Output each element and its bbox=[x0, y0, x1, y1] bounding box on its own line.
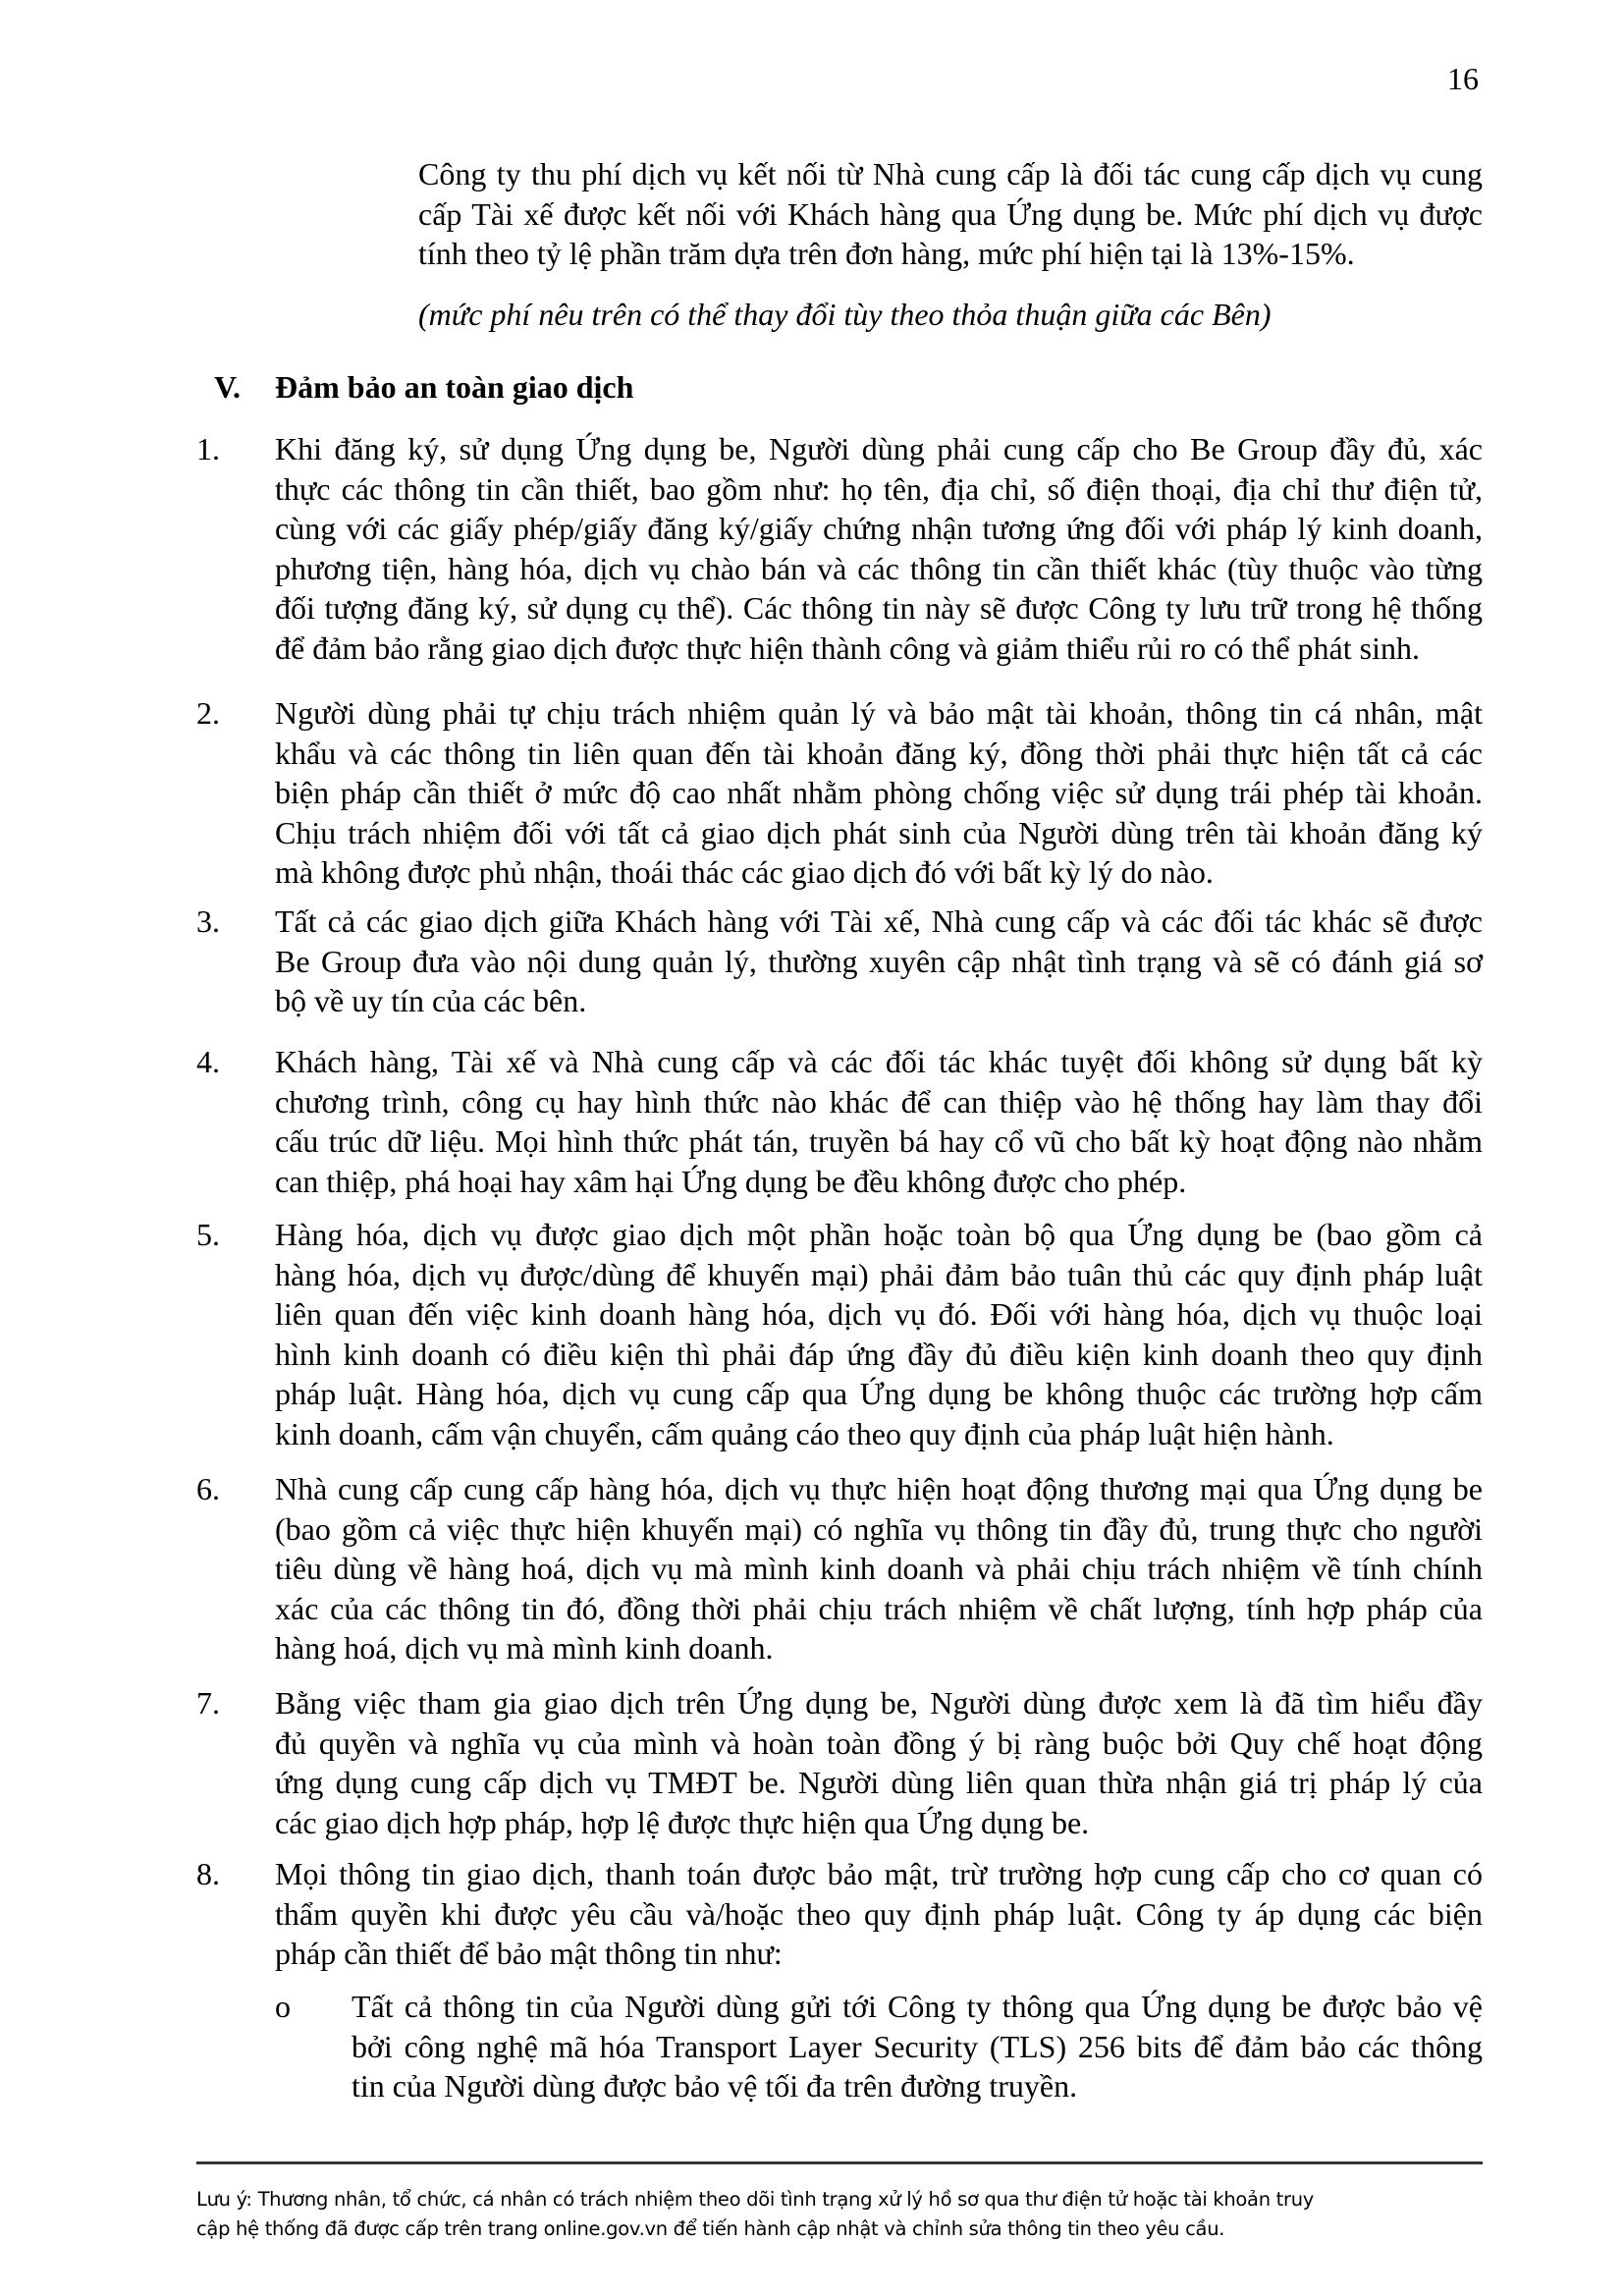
text-line: thực các thông tin cần thiết, bao gồm như: họ tên, địa chỉ, số điện thoại, địa chỉ thư điện tử, bbox=[275, 470, 1483, 507]
text-line: các giao dịch hợp pháp, hợp lệ được thực hiện qua Ứng dụng be. bbox=[275, 1804, 1090, 1840]
text-line: Người dùng phải tự chịu trách nhiệm quản lý và bảo mật tài khoản, thông tin cá nhân, mật bbox=[275, 695, 1483, 731]
footer-line: Lưu ý: Thương nhân, tổ chức, cá nhân có trách nhiệm theo dõi tình trạng xử lý hồ sơ qua thư điện tử hoặc tài khoản truy bbox=[196, 2188, 1315, 2211]
text-line: tính theo tỷ lệ phần trăm dựa trên đơn hàng, mức phí hiện tại là 13%-15%. bbox=[418, 236, 1355, 271]
text-line: bởi công nghệ mã hóa Transport Layer Security (TLS) 256 bits để đảm bảo các thông bbox=[352, 2028, 1483, 2064]
text-line: Chịu trách nhiệm đối với tất cả giao dịch phát sinh của Người dùng trên tài khoản đăng ký bbox=[275, 814, 1483, 850]
text-line: hàng hóa, dịch vụ được/dùng để khuyến mại) phải đảm bảo tuân thủ các quy định pháp luật bbox=[275, 1256, 1483, 1292]
text-line: bộ về uy tín của các bên. bbox=[275, 983, 587, 1018]
text-line: để đảm bảo rằng giao dịch được thực hiện thành công và giảm thiểu rủi ro có thể phát sinh. bbox=[275, 629, 1420, 666]
text-line: thẩm quyền khi được yêu cầu và/hoặc theo quy định pháp luật. Công ty áp dụng các biện bbox=[275, 1895, 1483, 1932]
text-line: ứng dụng cung cấp dịch vụ TMĐT be. Người dùng liên quan thừa nhận giá trị pháp lý của bbox=[275, 1765, 1483, 1800]
text-line: Khi đăng ký, sử dụng Ứng dụng be, Người dùng phải cung cấp cho Be Group đầy đủ, xác bbox=[275, 431, 1483, 466]
text-line: Mọi thông tin giao dịch, thanh toán được bảo mật, trừ trường hợp cung cấp cho cơ quan có bbox=[275, 1856, 1483, 1891]
list-item bbox=[275, 1854, 1483, 1974]
item-number: 8. bbox=[196, 1856, 220, 1891]
footer-line: cập hệ thống đã được cấp trên trang online.gov.vn để tiến hành cập nhật và chỉnh sửa thông tin theo yêu cầu. bbox=[196, 2217, 1225, 2240]
text-line: Khách hàng, Tài xế và Nhà cung cấp và các đối tác khác tuyệt đối không sử dụng bất kỳ bbox=[275, 1044, 1483, 1079]
item-number: 3. bbox=[196, 903, 220, 939]
text-line: liên quan đến việc kinh doanh hàng hóa, dịch vụ đó. Đối với hàng hóa, dịch vụ thuộc loại bbox=[275, 1296, 1483, 1332]
text-line: Nhà cung cấp cung cấp hàng hóa, dịch vụ thực hiện hoạt động thương mại qua Ứng dụng be bbox=[275, 1471, 1483, 1506]
item-number: 2. bbox=[196, 695, 220, 731]
bullet-marker: o bbox=[275, 1989, 291, 2024]
text-line: Tất cả thông tin của Người dùng gửi tới Công ty thông qua Ứng dụng be được bảo vệ bbox=[352, 1989, 1483, 2024]
text-line: kinh doanh, cấm vận chuyển, cấm quảng cáo theo quy định của pháp luật hiện hành. bbox=[275, 1415, 1334, 1451]
item-number: 7. bbox=[196, 1685, 220, 1721]
text-line: Tất cả các giao dịch giữa Khách hàng với Tài xế, Nhà cung cấp và các đối tác khác sẽ được bbox=[275, 903, 1483, 939]
list-item bbox=[275, 1215, 1483, 1453]
item-number: 6. bbox=[196, 1471, 220, 1506]
text-line: tin của Người dùng được bảo vệ tối đa trên đường truyền. bbox=[352, 2068, 1078, 2104]
text-line: pháp cần thiết để bảo mật thông tin như: bbox=[275, 1936, 783, 1971]
text-line: Bằng việc tham gia giao dịch trên Ứng dụng be, Người dùng được xem là đã tìm hiểu đầy bbox=[275, 1685, 1483, 1721]
list-item bbox=[275, 429, 1483, 668]
text-line: cùng với các giấy phép/giấy đăng ký/giấy chứng nhận tương ứng đối với pháp lý kinh doanh, bbox=[275, 511, 1483, 546]
text-line: mà không được phủ nhận, thoái thác các giao dịch đó với bất kỳ lý do nào. bbox=[275, 854, 1214, 890]
item-number: 5. bbox=[196, 1217, 220, 1252]
text-line: xác của các thông tin đó, đồng thời phải chịu trách nhiệm về chất lượng, tính hợp pháp của bbox=[275, 1590, 1483, 1626]
list-item bbox=[275, 1042, 1483, 1201]
footer-divider bbox=[196, 2161, 1483, 2164]
section-number: V. bbox=[214, 369, 241, 405]
text-line: khẩu và các thông tin liên quan đến tài khoản đăng ký, đồng thời phải thực hiện tất cả các bbox=[275, 735, 1483, 771]
item-number: 1. bbox=[196, 431, 220, 466]
page-number: 16 bbox=[1447, 61, 1479, 96]
text-line: chương trình, công cụ hay hình thức nào khác để can thiệp vào hệ thống hay làm thay đổi bbox=[275, 1083, 1483, 1120]
text-line: (bao gồm cả việc thực hiện khuyến mại) có nghĩa vụ thông tin đầy đủ, trung thực cho người bbox=[275, 1510, 1483, 1547]
item-number: 4. bbox=[196, 1044, 220, 1079]
list-item bbox=[275, 1683, 1483, 1842]
text-line: cấu trúc dữ liệu. Mọi hình thức phát tán, truyền bá hay cổ vũ cho bất kỳ hoạt động nào nhằm bbox=[275, 1123, 1483, 1159]
text-line: đối tượng đăng ký, sử dụng cụ thể). Các thông tin này sẽ được Công ty lưu trữ trong hệ thống bbox=[275, 590, 1483, 626]
bullet-item bbox=[352, 1987, 1483, 2106]
text-line: Hàng hóa, dịch vụ được giao dịch một phần hoặc toàn bộ qua Ứng dụng be (bao gồm cả bbox=[275, 1217, 1483, 1252]
text-line: hình kinh doanh có điều kiện thì phải đáp ứng đầy đủ điều kiện kinh doanh theo quy định bbox=[275, 1336, 1483, 1372]
text-line: cấp Tài xế được kết nối với Khách hàng qua Ứng dụng be. Mức phí dịch vụ được bbox=[418, 195, 1483, 232]
text-line: hàng hoá, dịch vụ mà mình kinh doanh. bbox=[275, 1630, 774, 1666]
fee-note: (mức phí nêu trên có thể thay đổi tùy theo thỏa thuận giữa các Bên) bbox=[418, 297, 1272, 332]
footer-note bbox=[196, 2185, 1314, 2244]
list-item bbox=[275, 902, 1483, 1021]
list-item bbox=[275, 1469, 1483, 1668]
text-line: pháp luật. Hàng hóa, dịch vụ cung cấp qua Ứng dụng be không thuộc các trường hợp cấm bbox=[275, 1376, 1483, 1411]
section-title: Đảm bảo an toàn giao dịch bbox=[275, 369, 634, 405]
text-line: Công ty thu phí dịch vụ kết nối từ Nhà cung cấp là đối tác cung cấp dịch vụ cung bbox=[418, 156, 1483, 191]
text-line: can thiệp, phá hoại hay xâm hại Ứng dụng be đều không được cho phép. bbox=[275, 1163, 1187, 1199]
text-line: tiêu dùng về hàng hoá, dịch vụ mà mình kinh doanh và phải chịu trách nhiệm về tính chính bbox=[275, 1551, 1483, 1586]
list-item bbox=[275, 693, 1483, 893]
text-line: Be Group đưa vào nội dung quản lý, thường xuyên cập nhật tình trạng và sẽ có đánh giá sơ bbox=[275, 943, 1483, 979]
text-line: đủ quyền và nghĩa vụ của mình và hoàn toàn đồng ý bị ràng buộc bởi Quy chế hoạt động bbox=[275, 1724, 1483, 1761]
intro-paragraph bbox=[418, 154, 1483, 274]
text-line: biện pháp cần thiết ở mức độ cao nhất nhằm phòng chống việc sử dụng trái phép tài khoản. bbox=[275, 775, 1483, 810]
text-line: phương tiện, hàng hóa, dịch vụ chào bán và các thông tin cần thiết khác (tùy thuộc vào từng bbox=[275, 550, 1483, 586]
